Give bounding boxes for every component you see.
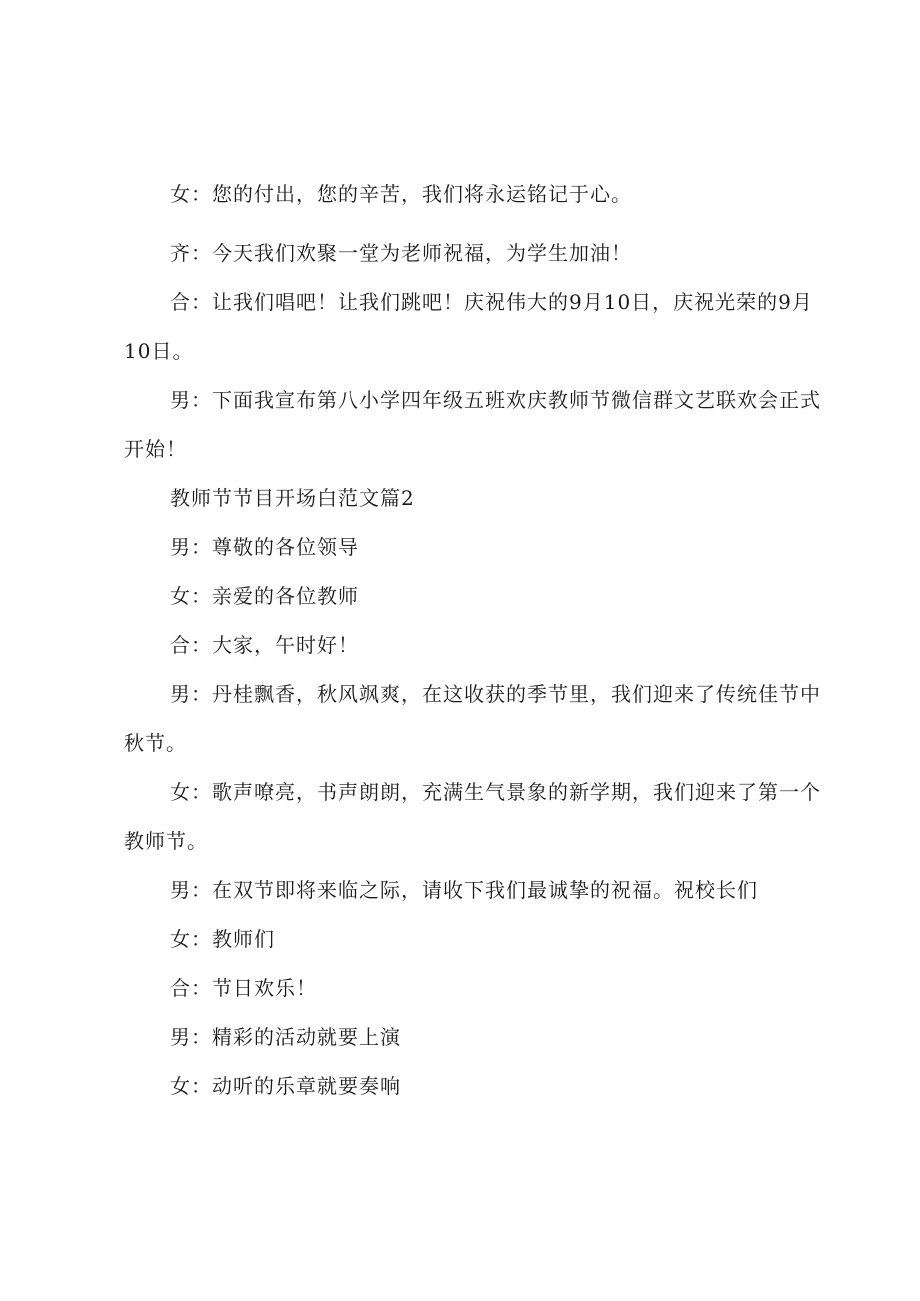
- paragraph-9: 男：丹桂飘香，秋风飒爽，在这收获的季节里，我们迎来了传统佳节中秋节。: [124, 682, 821, 755]
- paragraph-3: 合：让我们唱吧！让我们跳吧！庆祝伟大的9月10日，庆祝光荣的9月10日。: [124, 290, 813, 363]
- paragraph-2: 齐：今天我们欢聚一堂为老师祝福，为学生加油！: [170, 241, 632, 265]
- paragraph-14: 男：精彩的活动就要上演: [170, 1025, 401, 1049]
- paragraph-10: 女：歌声嘹亮，书声朗朗，充满生气景象的新学期，我们迎来了第一个教师节。: [124, 780, 821, 853]
- paragraph-7: 女：亲爱的各位教师: [170, 584, 359, 608]
- paragraph-13: 合：节日欢乐！: [170, 976, 317, 1000]
- document-body: [124, 170, 824, 1111]
- paragraph-8: 合：大家，午时好！: [170, 633, 359, 657]
- paragraph-12: 女：教师们: [170, 927, 275, 951]
- paragraph-4: 男：下面我宣布第八小学四年级五班欢庆教师节微信群文艺联欢会正式开始！: [124, 388, 821, 461]
- paragraph-11: 男：在双节即将来临之际，请收下我们最诚挚的祝福。祝校长们: [170, 878, 758, 902]
- paragraph-15: 女：动听的乐章就要奏响: [170, 1074, 401, 1098]
- paragraph-1: 女：您的付出，您的辛苦，我们将永运铭记于心。: [170, 182, 632, 206]
- paragraph-6: 男：尊敬的各位领导: [170, 535, 359, 559]
- section-heading: 教师节节目开场白范文篇2: [170, 486, 415, 510]
